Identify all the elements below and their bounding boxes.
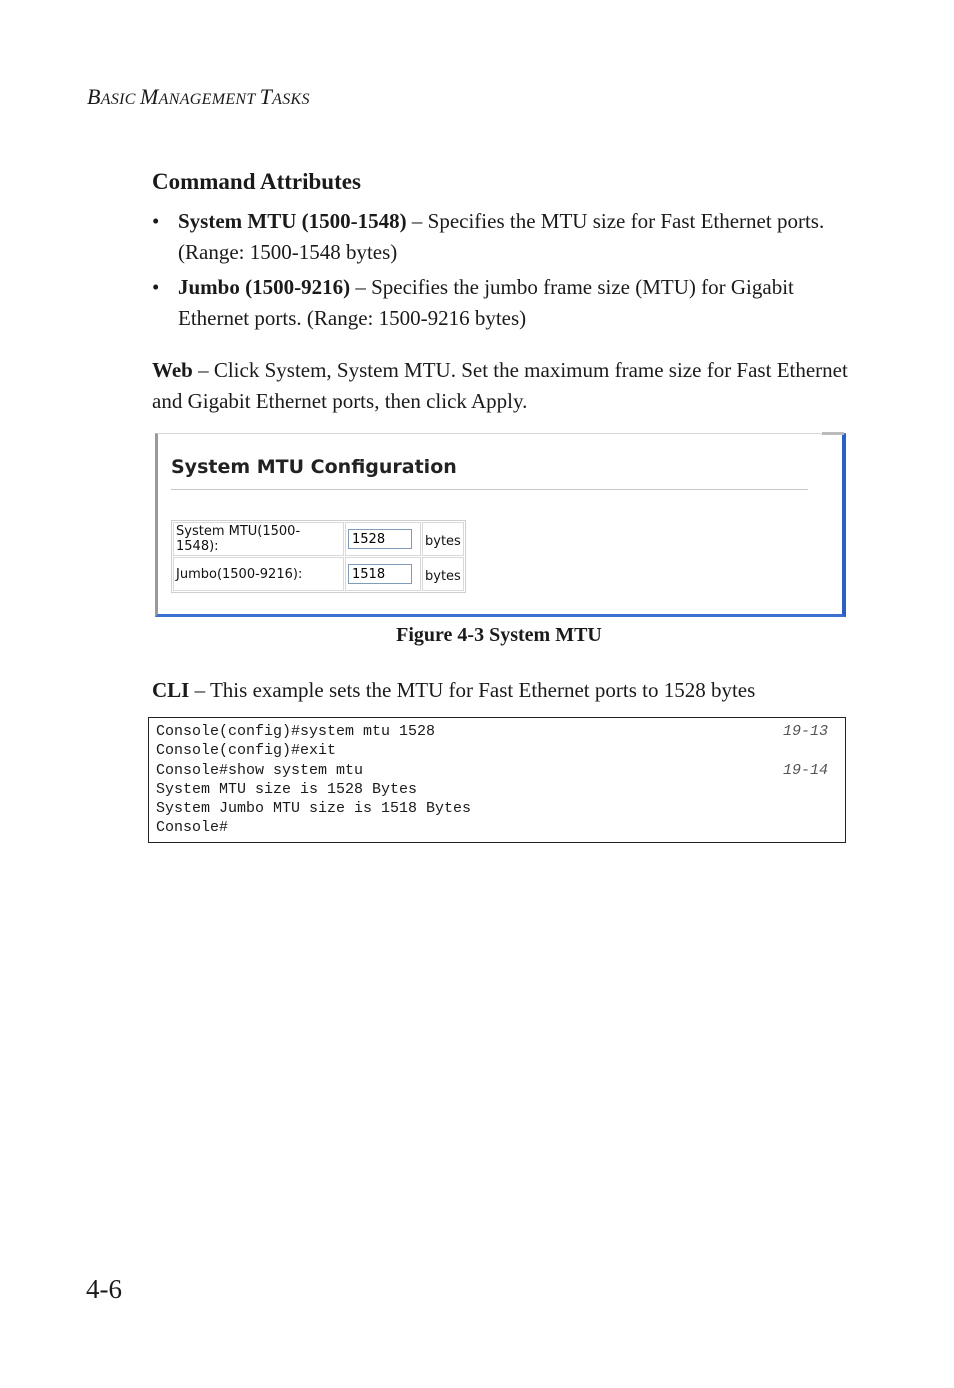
table-row	[173, 522, 464, 556]
page-number: 4-6	[86, 1274, 122, 1304]
console-output: System MTU size is 1528 Bytes	[156, 780, 418, 798]
jumbo-label: Jumbo(1500-9216):	[173, 557, 344, 591]
command-reference: 19-13	[782, 723, 828, 740]
jumbo-cell	[345, 557, 421, 591]
header-word-management: MANAGEMENT	[140, 84, 260, 109]
header-word-basic: BASIC	[87, 84, 141, 109]
system-mtu-screenshot	[155, 433, 846, 617]
config-title: System MTU Configuration	[171, 456, 457, 478]
attribute-description: – Specifies the MTU size for Fast Ethernet ports. (Range: 1500-1548 bytes)	[178, 209, 825, 264]
window-corner	[822, 432, 844, 435]
attribute-item-jumbo	[152, 272, 852, 334]
web-instructions	[152, 355, 852, 417]
mtu-config-table	[171, 520, 466, 593]
console-prompt: Console#	[156, 819, 229, 837]
bullet-dot: •	[152, 209, 160, 233]
bullet-dot: •	[152, 275, 160, 299]
figure-caption: Figure 4-3 System MTU	[396, 624, 602, 646]
console-line	[156, 741, 838, 760]
jumbo-unit: bytes	[422, 557, 464, 591]
attribute-term: Jumbo (1500-9216)	[178, 275, 351, 299]
system-mtu-cell	[345, 522, 421, 556]
attribute-list	[152, 206, 852, 334]
cli-text: – This example sets the MTU for Fast Ethernet ports to 1528 bytes	[189, 678, 756, 702]
console-line	[156, 780, 838, 799]
console-command: Console(config)#system mtu 1528	[156, 723, 436, 740]
table-row	[173, 557, 464, 591]
system-mtu-input[interactable]	[348, 529, 412, 549]
console-line	[156, 818, 838, 837]
console-command: Console(config)#exit	[156, 742, 337, 760]
console-example	[148, 717, 846, 843]
console-line	[156, 722, 838, 741]
system-mtu-unit: bytes	[422, 522, 464, 556]
command-reference: 19-14	[782, 761, 828, 779]
console-line	[156, 799, 838, 818]
system-mtu-label: System MTU(1500-1548):	[173, 522, 344, 556]
jumbo-input[interactable]	[348, 564, 412, 584]
web-lead: Web	[152, 358, 193, 382]
console-command: Console#show system mtu	[156, 761, 364, 779]
console-output: System Jumbo MTU size is 1518 Bytes	[156, 800, 472, 818]
cli-instructions	[152, 675, 852, 706]
attribute-description: – Specifies the jumbo frame size (MTU) for Gigabit Ethernet ports. (Range: 1500-9216 bytes)	[178, 275, 794, 330]
web-text: – Click System, System MTU. Set the maximum frame size for Fast Ethernet and Gigabit Ethernet ports, then click Apply.	[152, 358, 848, 413]
running-header	[87, 84, 310, 110]
attribute-item-system-mtu	[152, 206, 852, 268]
cli-lead: CLI	[152, 678, 190, 702]
console-line	[156, 761, 838, 780]
header-word-tasks: TASKS	[259, 84, 310, 109]
section-heading: Command Attributes	[152, 169, 361, 194]
attribute-term: System MTU (1500-1548)	[178, 209, 407, 233]
title-divider	[171, 489, 808, 490]
